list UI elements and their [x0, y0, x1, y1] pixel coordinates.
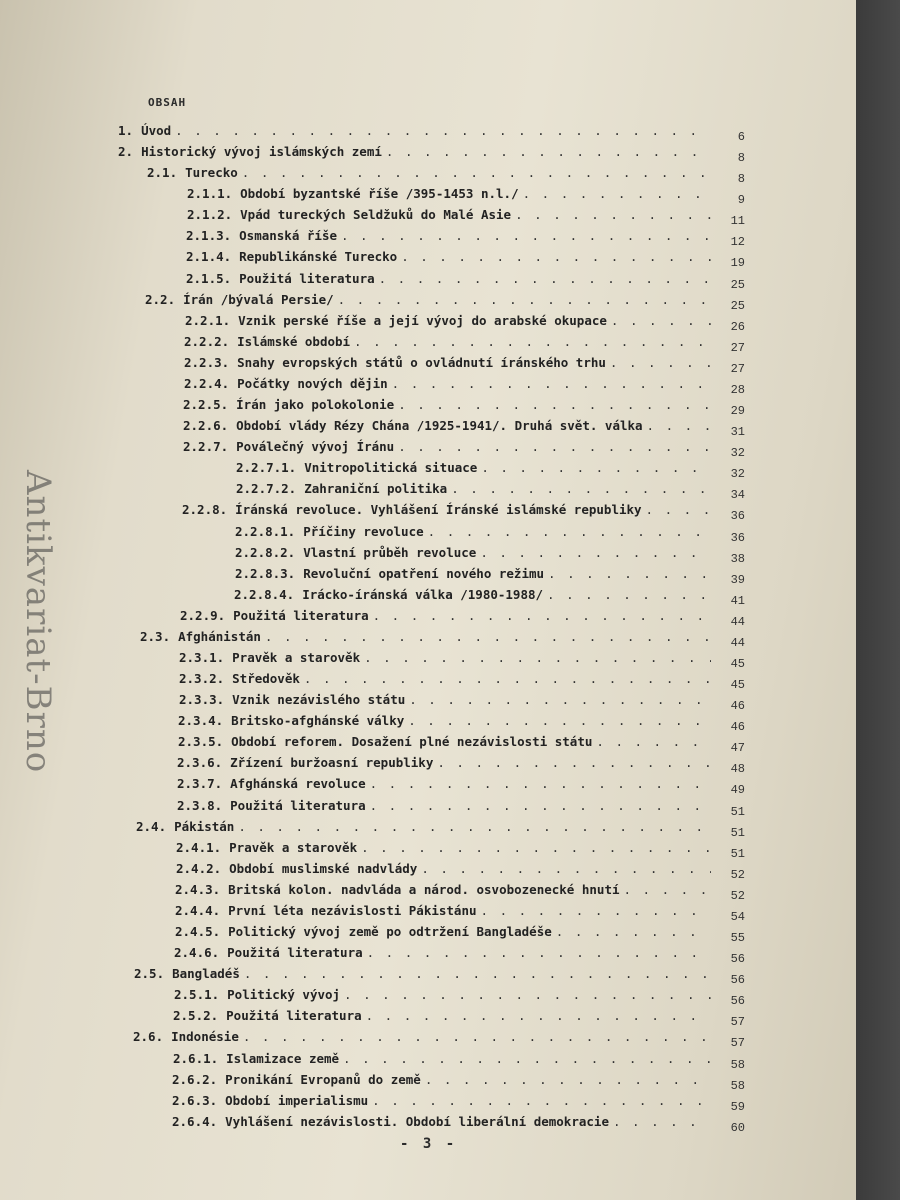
toc-entry-page: 38 — [730, 552, 745, 566]
toc-entry-number: 2.3.6. — [177, 755, 223, 770]
toc-entry-title: Turecko — [185, 165, 238, 180]
toc-entry — [186, 266, 745, 292]
toc-dot-leader — [373, 608, 711, 623]
toc-dot-leader — [361, 840, 711, 855]
toc-dot-leader — [392, 376, 711, 391]
toc-entry-page: 52 — [730, 868, 745, 882]
toc-dot-leader — [354, 334, 711, 349]
toc-entry — [177, 750, 745, 776]
toc-entry-number: 2.6.3. — [172, 1093, 218, 1108]
toc-entry — [187, 181, 745, 207]
toc-dot-leader — [451, 481, 711, 496]
toc-entry-page: 51 — [730, 847, 745, 861]
toc-dot-leader — [480, 545, 711, 560]
toc-entry-number: 2.2.1. — [185, 313, 231, 328]
toc-entry-number: 2.3.4. — [178, 713, 224, 728]
toc-dot-leader — [596, 734, 711, 749]
toc-entry-page: 25 — [730, 278, 745, 292]
page-number: - 3 - — [400, 1136, 458, 1152]
toc-entry-page: 27 — [730, 362, 745, 376]
toc-entry-number: 2.2.7. — [183, 439, 229, 454]
toc-entry-number: 1. — [118, 123, 134, 138]
toc-entry-title: Islámské období — [237, 334, 351, 349]
toc-dot-leader — [398, 439, 711, 454]
toc-entry — [134, 961, 745, 987]
toc-dot-leader — [366, 1008, 711, 1023]
toc-entry-number: 2.4.2. — [176, 861, 222, 876]
toc-entry — [173, 1046, 745, 1072]
toc-entry — [179, 666, 745, 692]
toc-entry — [235, 519, 745, 545]
toc-entry-title: Použitá literatura — [227, 945, 363, 960]
toc-entry-title: Období byzantské říše /395-1453 n.l./ — [240, 186, 519, 201]
toc-entry-number: 2.1.4. — [186, 249, 232, 264]
toc-dot-leader — [364, 650, 711, 665]
toc-entry-number: 2.2.7.1. — [236, 460, 297, 475]
toc-entry — [187, 202, 745, 228]
toc-entry-page: 34 — [730, 488, 745, 502]
toc-entry-number: 2.5.1. — [174, 987, 220, 1002]
toc-entry-page: 56 — [730, 994, 745, 1008]
toc-entry-number: 2.1.3. — [186, 228, 232, 243]
toc-dot-leader — [610, 355, 711, 370]
toc-entry-page: 52 — [730, 889, 745, 903]
toc-entry-number: 2.4.5. — [175, 924, 221, 939]
toc-entry-title: Politický vývoj — [227, 987, 341, 1002]
toc-entry-page: 47 — [730, 741, 745, 755]
toc-entry — [177, 793, 745, 819]
toc-entry-number: 2.6.1. — [173, 1051, 219, 1066]
toc-entry-title: Použitá literatura — [233, 608, 369, 623]
toc-entry-number: 2.2.8.2. — [235, 545, 296, 560]
toc-entry-number: 2.6.4. — [172, 1114, 218, 1129]
toc-entry — [236, 476, 745, 502]
toc-entry-number: 2.2.6. — [183, 418, 229, 433]
toc-entry-page: 12 — [730, 235, 745, 249]
toc-entry — [177, 771, 745, 797]
toc-entry-title: Vyhlášení nezávislosti. Období liberální demokracie — [225, 1114, 609, 1129]
toc-dot-leader — [437, 755, 711, 770]
toc-entry-title: Zahraniční politika — [304, 481, 448, 496]
toc-entry-title: Období imperialismu — [225, 1093, 369, 1108]
toc-entry-page: 32 — [730, 446, 745, 460]
toc-dot-leader — [341, 228, 711, 243]
toc-entry-number: 2.2.8. — [182, 502, 228, 517]
toc-entry-title: Vlastní průběh revoluce — [303, 545, 477, 560]
toc-entry — [175, 877, 745, 903]
toc-entry-number: 2.4.3. — [175, 882, 221, 897]
toc-entry-page: 9 — [737, 193, 745, 207]
toc-dot-leader — [428, 524, 711, 539]
toc-entry-number: 2.5.2. — [173, 1008, 219, 1023]
toc-dot-leader — [238, 819, 711, 834]
toc-entry-page: 31 — [730, 425, 745, 439]
toc-dot-leader — [481, 903, 711, 918]
toc-dot-leader — [481, 460, 711, 475]
toc-dot-leader — [265, 629, 711, 644]
toc-entry-number: 2.2.8.1. — [235, 524, 296, 539]
toc-entry-title: Použitá literatura — [239, 271, 375, 286]
toc-entry-page: 49 — [730, 783, 745, 797]
toc-dot-leader — [421, 861, 711, 876]
toc-entry-page: 32 — [730, 467, 745, 481]
toc-entry-page: 57 — [730, 1015, 745, 1029]
toc-entry-title: První léta nezávislosti Pákistánu — [228, 903, 477, 918]
toc-dot-leader — [425, 1072, 711, 1087]
toc-entry-title: Republikánské Turecko — [239, 249, 398, 264]
toc-entry-page: 56 — [730, 973, 745, 987]
toc-entry-page: 46 — [730, 699, 745, 713]
toc-entry — [176, 835, 745, 861]
toc-entry-title: Vznik nezávislého státu — [232, 692, 406, 707]
toc-entry-page: 39 — [730, 573, 745, 587]
toc-dot-leader — [370, 776, 711, 791]
toc-entry-number: 2.2.3. — [184, 355, 230, 370]
toc-entry — [147, 160, 745, 186]
toc-entry-title: Příčiny revoluce — [303, 524, 424, 539]
toc-entry — [185, 308, 745, 334]
toc-entry-title: Úvod — [141, 123, 172, 138]
toc-entry-title: Britsko-afghánské války — [231, 713, 405, 728]
toc-entry-number: 2.2.4. — [184, 376, 230, 391]
toc-entry-page: 29 — [730, 404, 745, 418]
toc-entry-title: Historický vývoj islámských zemí — [141, 144, 382, 159]
toc-entry — [235, 561, 745, 587]
toc-entry-title: Íránská revoluce. Vyhlášení Íránské islámské republiky — [235, 502, 642, 517]
toc-entry-title: Období reforem. Dosažení plné nezávislosti státu — [231, 734, 593, 749]
toc-entry-page: 44 — [730, 615, 745, 629]
toc-entry — [186, 223, 745, 249]
toc-entry-page: 57 — [730, 1036, 745, 1050]
toc-entry — [182, 497, 745, 523]
toc-entry — [172, 1109, 745, 1135]
toc-entry — [118, 118, 745, 144]
toc-entry-title: Politický vývoj země po odtržení Bangladéše — [228, 924, 552, 939]
toc-entry — [184, 329, 745, 355]
toc-dot-leader — [367, 945, 711, 960]
toc-dot-leader — [548, 566, 711, 581]
toc-entry — [172, 1067, 745, 1093]
toc-entry-number: 2.3.3. — [179, 692, 225, 707]
toc-entry-number: 2.1.1. — [187, 186, 233, 201]
toc-entry-page: 59 — [730, 1100, 745, 1114]
toc-entry-number: 2.4.6. — [174, 945, 220, 960]
toc-entry-page: 56 — [730, 952, 745, 966]
toc-entry — [186, 244, 745, 270]
toc-entry-number: 2.2.7.2. — [236, 481, 297, 496]
toc-dot-leader — [613, 1114, 711, 1129]
toc-dot-leader — [556, 924, 711, 939]
toc-entry — [184, 350, 745, 376]
toc-entry — [178, 729, 745, 755]
toc-entry-number: 2.3.1. — [179, 650, 225, 665]
toc-entry-title: Írán jako polokolonie — [236, 397, 395, 412]
toc-dot-leader — [647, 418, 711, 433]
toc-dot-leader — [370, 798, 711, 813]
toc-entry — [172, 1088, 745, 1114]
toc-dot-leader — [624, 882, 712, 897]
toc-entry-title: Použitá literatura — [230, 798, 366, 813]
toc-entry-title: Poválečný vývoj Íránu — [236, 439, 395, 454]
toc-entry-page: 58 — [730, 1079, 745, 1093]
toc-entry-number: 2.3.8. — [177, 798, 223, 813]
toc-entry-number: 2.6.2. — [172, 1072, 218, 1087]
toc-entry-number: 2.2. — [145, 292, 176, 307]
toc-entry-title: Pravěk a starověk — [229, 840, 358, 855]
toc-entry — [183, 392, 745, 418]
toc-heading: OBSAH — [148, 96, 187, 109]
toc-entry-number: 2.5. — [134, 966, 165, 981]
toc-dot-leader — [372, 1093, 711, 1108]
toc-entry-number: 2.3. — [140, 629, 171, 644]
toc-entry-title: Období muslimské nadvlády — [229, 861, 418, 876]
toc-entry — [179, 645, 745, 671]
toc-entry-page: 6 — [737, 130, 745, 144]
toc-dot-leader — [175, 123, 711, 138]
toc-entry-page: 51 — [730, 826, 745, 840]
toc-dot-leader — [398, 397, 711, 412]
toc-entry — [234, 582, 745, 608]
toc-dot-leader — [409, 692, 711, 707]
toc-entry-title: Zřízení buržoasní republiky — [230, 755, 434, 770]
toc-entry — [136, 814, 745, 840]
toc-entry-page: 45 — [730, 657, 745, 671]
toc-entry-page: 36 — [730, 509, 745, 523]
toc-entry-page: 58 — [730, 1058, 745, 1072]
toc-entry-number: 2.2.2. — [184, 334, 230, 349]
toc-entry-page: 19 — [730, 256, 745, 270]
toc-entry — [145, 287, 745, 313]
toc-entry-title: Pákistán — [174, 819, 235, 834]
toc-entry — [183, 413, 745, 439]
toc-entry-number: 2.3.2. — [179, 671, 225, 686]
toc-entry-title: Afghánská revoluce — [230, 776, 366, 791]
toc-entry-title: Vpád tureckých Seldžuků do Malé Asie — [240, 207, 512, 222]
toc-entry-number: 2.2.8.3. — [235, 566, 296, 581]
toc-entry — [174, 982, 745, 1008]
toc-entry-title: Pronikání Evropanů do země — [225, 1072, 421, 1087]
toc-entry-number: 2.2.9. — [180, 608, 226, 623]
toc-dot-leader — [646, 502, 711, 517]
toc-dot-leader — [611, 313, 711, 328]
toc-entry-number: 2.1. — [147, 165, 178, 180]
toc-entry — [175, 919, 745, 945]
toc-dot-leader — [344, 987, 711, 1002]
toc-entry — [133, 1024, 745, 1050]
toc-entry — [183, 434, 745, 460]
toc-dot-leader — [386, 144, 711, 159]
toc-entry-page: 55 — [730, 931, 745, 945]
toc-dot-leader — [304, 671, 711, 686]
toc-entry-page: 60 — [730, 1121, 745, 1135]
toc-entry-number: 2.4.4. — [175, 903, 221, 918]
toc-entry-title: Použitá literatura — [226, 1008, 362, 1023]
toc-entry-page: 28 — [730, 383, 745, 397]
toc-entry-number: 2.4. — [136, 819, 167, 834]
toc-entry-title: Snahy evropských států o ovládnutí íránského trhu — [237, 355, 606, 370]
toc-dot-leader — [243, 1029, 711, 1044]
toc-entry-number: 2.2.8.4. — [234, 587, 295, 602]
toc-entry-title: Írán /bývalá Persie/ — [183, 292, 334, 307]
toc-entry — [178, 708, 745, 734]
toc-entry-page: 11 — [730, 214, 745, 228]
toc-entry — [173, 1003, 745, 1029]
toc-entry-page: 51 — [730, 805, 745, 819]
toc-entry-title: Irácko-íránská válka /1980-1988/ — [302, 587, 544, 602]
toc-dot-leader — [343, 1051, 711, 1066]
toc-entry-number: 2.6. — [133, 1029, 164, 1044]
toc-entry-title: Indonésie — [171, 1029, 239, 1044]
toc-dot-leader — [547, 587, 711, 602]
toc-entry — [235, 540, 745, 566]
toc-entry-title: Osmanská říše — [239, 228, 337, 243]
toc-entry — [118, 139, 745, 165]
page-background-edge — [856, 0, 900, 1200]
toc-entry — [140, 624, 745, 650]
toc-entry-title: Počátky nových dějin — [237, 376, 388, 391]
toc-entry-number: 2.4.1. — [176, 840, 222, 855]
watermark-text: Antikvariat-Brno — [18, 470, 58, 774]
toc-dot-leader — [401, 249, 711, 264]
toc-entry-page: 26 — [730, 320, 745, 334]
toc-entry-title: Afghánistán — [178, 629, 261, 644]
toc-entry-title: Vnitropolitická situace — [304, 460, 478, 475]
toc-dot-leader — [244, 966, 711, 981]
toc-entry-title: Islamizace země — [226, 1051, 340, 1066]
toc-entry — [236, 455, 745, 481]
toc-entry-page: 27 — [730, 341, 745, 355]
toc-entry-number: 2.1.2. — [187, 207, 233, 222]
toc-entry — [184, 371, 745, 397]
toc-entry-page: 45 — [730, 678, 745, 692]
toc-dot-leader — [523, 186, 711, 201]
toc-entry-title: Středověk — [232, 671, 300, 686]
toc-entry-number: 2.2.5. — [183, 397, 229, 412]
toc-entry — [175, 898, 745, 924]
toc-entry-title: Vznik perské říše a její vývoj do arabské okupace — [238, 313, 607, 328]
toc-entry-number: 2.3.7. — [177, 776, 223, 791]
toc-dot-leader — [408, 713, 711, 728]
toc-dot-leader — [338, 292, 711, 307]
toc-entry-page: 54 — [730, 910, 745, 924]
toc-entry-page: 46 — [730, 720, 745, 734]
toc-entry — [176, 856, 745, 882]
toc-entry-page: 41 — [730, 594, 745, 608]
toc-entry-number: 2.1.5. — [186, 271, 232, 286]
toc-entry-number: 2.3.5. — [178, 734, 224, 749]
toc-dot-leader — [242, 165, 711, 180]
toc-entry-title: Britská kolon. nadvláda a národ. osvobozenecké hnutí — [228, 882, 620, 897]
toc-entry-title: Pravěk a starověk — [232, 650, 361, 665]
toc-entry — [180, 603, 745, 629]
toc-entry-page: 44 — [730, 636, 745, 650]
toc-dot-leader — [515, 207, 711, 222]
toc-entry-page: 48 — [730, 762, 745, 776]
toc-dot-leader — [379, 271, 711, 286]
toc-entry-number: 2. — [118, 144, 134, 159]
toc-entry — [179, 687, 745, 713]
toc-entry-page: 8 — [737, 151, 745, 165]
toc-entry-title: Období vlády Rézy Chána /1925-1941/. Druhá svět. válka — [236, 418, 643, 433]
toc-entry-title: Bangladéš — [172, 966, 240, 981]
toc-entry-page: 25 — [730, 299, 745, 313]
toc-entry-title: Revoluční opatření nového režimu — [303, 566, 545, 581]
toc-entry — [174, 940, 745, 966]
toc-entry-page: 8 — [737, 172, 745, 186]
toc-entry-page: 36 — [730, 531, 745, 545]
